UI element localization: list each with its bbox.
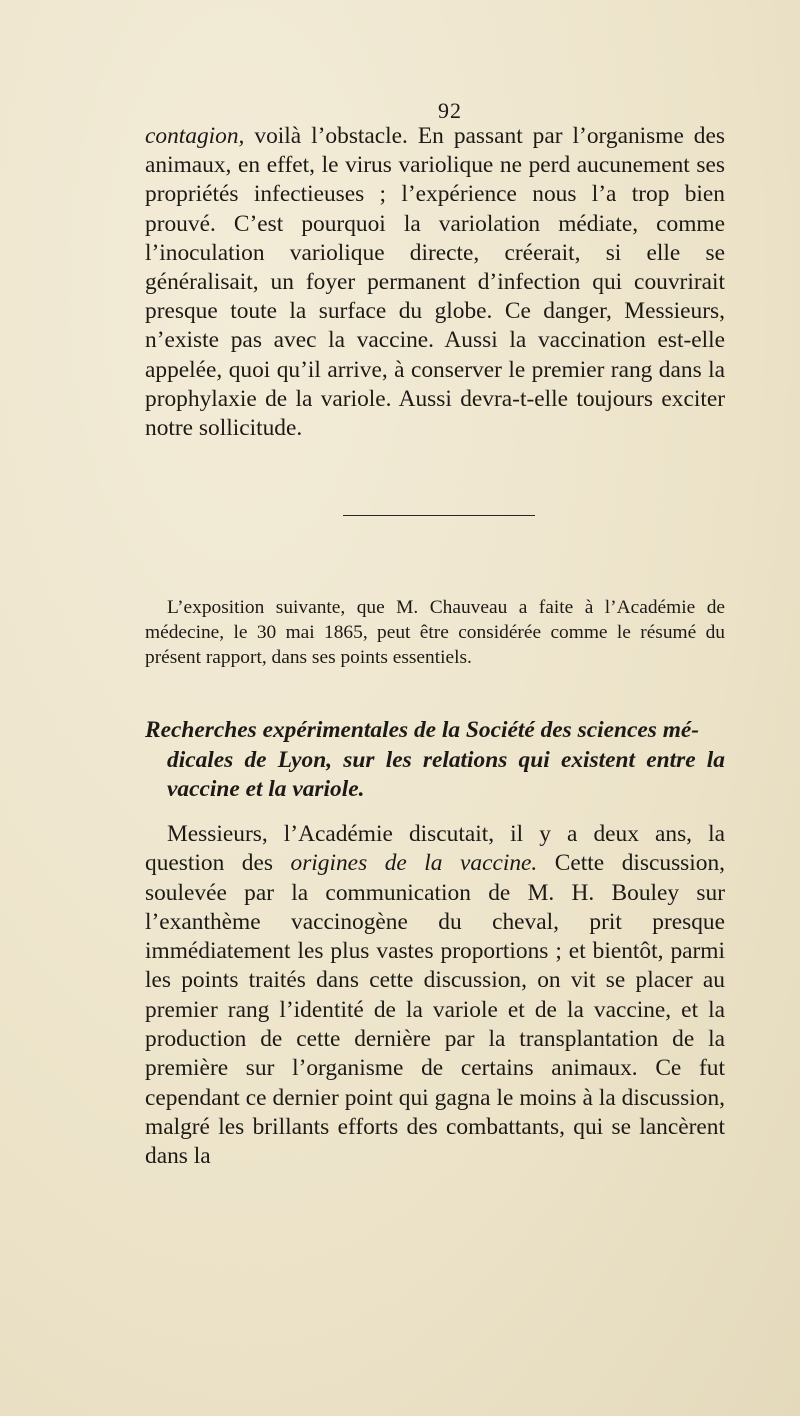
editorial-note — [145, 595, 725, 670]
paragraph-text: voilà l’obstacle. En passant par l’organisme des animaux, en effet, le virus variolique ne perd aucunement ses propriétés infectieuses ; l’expérience nous l’a trop bien prouvé. C’est pourquoi la variolation médiate, comme l’inoculation variolique directe, créerait, si elle se généralisait, un foyer permanent d’infection qui couvrirait presque toute la surface du globe. Ce danger, Messieurs, n’existe pas avec la vaccine. Aussi la vaccination est-elle appelée, quoi qu’il arrive, à conserver le premier rang dans la prophylaxie de la variole. Aussi devra-t-elle toujours exciter notre sollicitude. — [145, 123, 725, 442]
section-divider — [343, 515, 535, 516]
paragraph-italic-phrase: origines de la vaccine. — [290, 850, 538, 877]
paragraph-messieurs — [145, 820, 725, 1172]
heading-line-1: Recherches expérimentales de la Société des sciences mé- — [145, 717, 700, 743]
page-number: 92 — [438, 98, 462, 123]
paragraph-lead-word: contagion, — [145, 123, 245, 149]
paragraph-contagion — [145, 122, 725, 443]
paragraph-text-part-2: Cette discussion, soulevée par la communication de M. H. Bouley sur l’exanthème vaccinogène du cheval, prit presque immédiatement les plus vastes proportions ; et bientôt, parmi les points traités dans cette discussion, on vit se placer au premier rang l’identité de la variole et de la vaccine, et la production de cette dernière par la transplantation de la première sur l’organisme de certains animaux. Ce fut cependant ce dernier point qui gagna le moins à la discussion, malgré les brillants efforts des combattants, qui se lancèrent dans la — [145, 850, 726, 1170]
note-text: L’exposition suivante, que M. Chauveau a faite à l’Académie de médecine, le 30 mai 1865, peut être considérée comme le résumé du présent rapport, dans ses points essentiels. — [145, 597, 725, 668]
heading-continuation: dicales de Lyon, sur les relations qui existent entre la vaccine et la variole. — [167, 746, 725, 802]
section-heading — [145, 716, 725, 805]
paragraph-text-part-1: Messieurs, l’Académie discutait, il y a deux ans, la question des — [145, 821, 725, 877]
